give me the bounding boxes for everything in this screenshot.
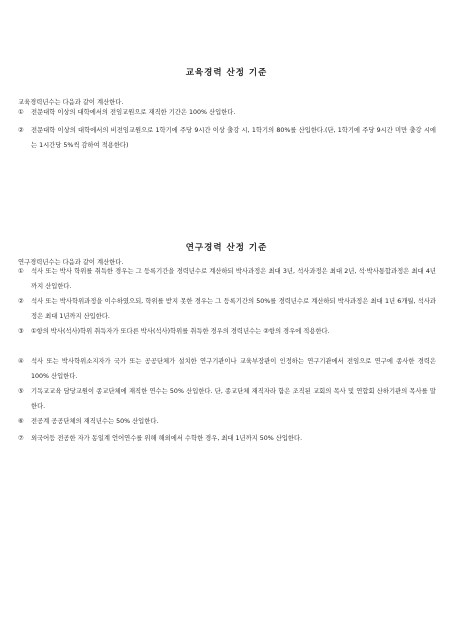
item-text: 석사 또는 박사학위과정을 이수하였으되, 학위를 받지 못한 경우는 그 등록기간의 50%를 경력년수로 계산하되 박사과정은 최대 1년 6개월, 석사과정은 최대 1년까지 산입한다.: [31, 298, 436, 320]
section-title-education: 교육경력 산정 기준: [185, 68, 268, 78]
item-text: 전문대학 이상의 대학에서의 전임교원으로 재직한 기간은 100% 산입한다.: [31, 109, 236, 116]
research-item-7: [18, 432, 436, 447]
item-text: 전문대학 이상의 대학에서의 비전임교원으로 1학기에 주당 9시간 이상 출강 시, 1학기의 80%를 산입한다.(단, 1학기에 주당 9시간 미만 출강 시에는 1시간당 5%씩 감하여 적용한다): [31, 127, 436, 149]
item-text: 석사 또는 박사학위소지자가 국가 또는 공공단체가 설치한 연구기관이나 교육부장관이 인정하는 연구기관에서 전임으로 연구에 종사한 경력은 100% 산입한다.: [31, 358, 436, 380]
education-intro: 교육경력년수는 다음과 같이 계산한다.: [18, 99, 124, 106]
item-text: ①항의 박사(석사)학위 취득자가 또다른 박사(석사)학위를 취득한 경우의 경력년수는 ②항의 경우에 적용한다.: [31, 328, 330, 335]
item-number: ⑤: [18, 388, 24, 395]
research-item-6: [18, 415, 436, 430]
item-text: 석사 또는 박사 학위를 취득한 경우는 그 등록기간을 경력년수로 계산하되 박사과정은 최대 3년, 석사과정은 최대 2년, 석·박사통합과정은 최대 4년까지 산입한다.: [31, 268, 436, 290]
research-intro: 연구경력년수는 다음과 같이 계산한다.: [18, 259, 124, 266]
item-number: ①: [18, 268, 24, 275]
research-item-2: [18, 295, 436, 324]
research-item-1: [18, 265, 436, 294]
research-item-5: [18, 385, 436, 414]
item-number: ④: [18, 358, 24, 365]
section-title-research: 연구경력 산정 기준: [185, 243, 268, 253]
item-number: ⑥: [18, 418, 24, 425]
item-text: 기독교교육 담당교원이 종교단체에 재직한 연수는 50% 산입한다. 단, 종교단체 재직자라 함은 조직된 교회의 목사 및 연합회 산하기관의 목사를 말한다.: [31, 388, 436, 410]
item-text: 외국어등 전공한 자가 동일계 언어연수를 위해 해외에서 수학한 경우, 최대 1년까지 50% 산입한다.: [31, 435, 303, 442]
research-item-4: [18, 355, 436, 384]
item-number: ③: [18, 328, 24, 335]
item-number: ②: [18, 298, 24, 305]
item-number: ②: [18, 127, 24, 134]
research-item-3: [18, 325, 436, 340]
item-number: ①: [18, 109, 24, 116]
education-item-2: [18, 124, 436, 153]
item-number: ⑦: [18, 435, 24, 442]
item-text: 전공계 공공단체의 재직년수는 50% 산입한다.: [31, 418, 159, 425]
education-item-1: [18, 106, 436, 121]
